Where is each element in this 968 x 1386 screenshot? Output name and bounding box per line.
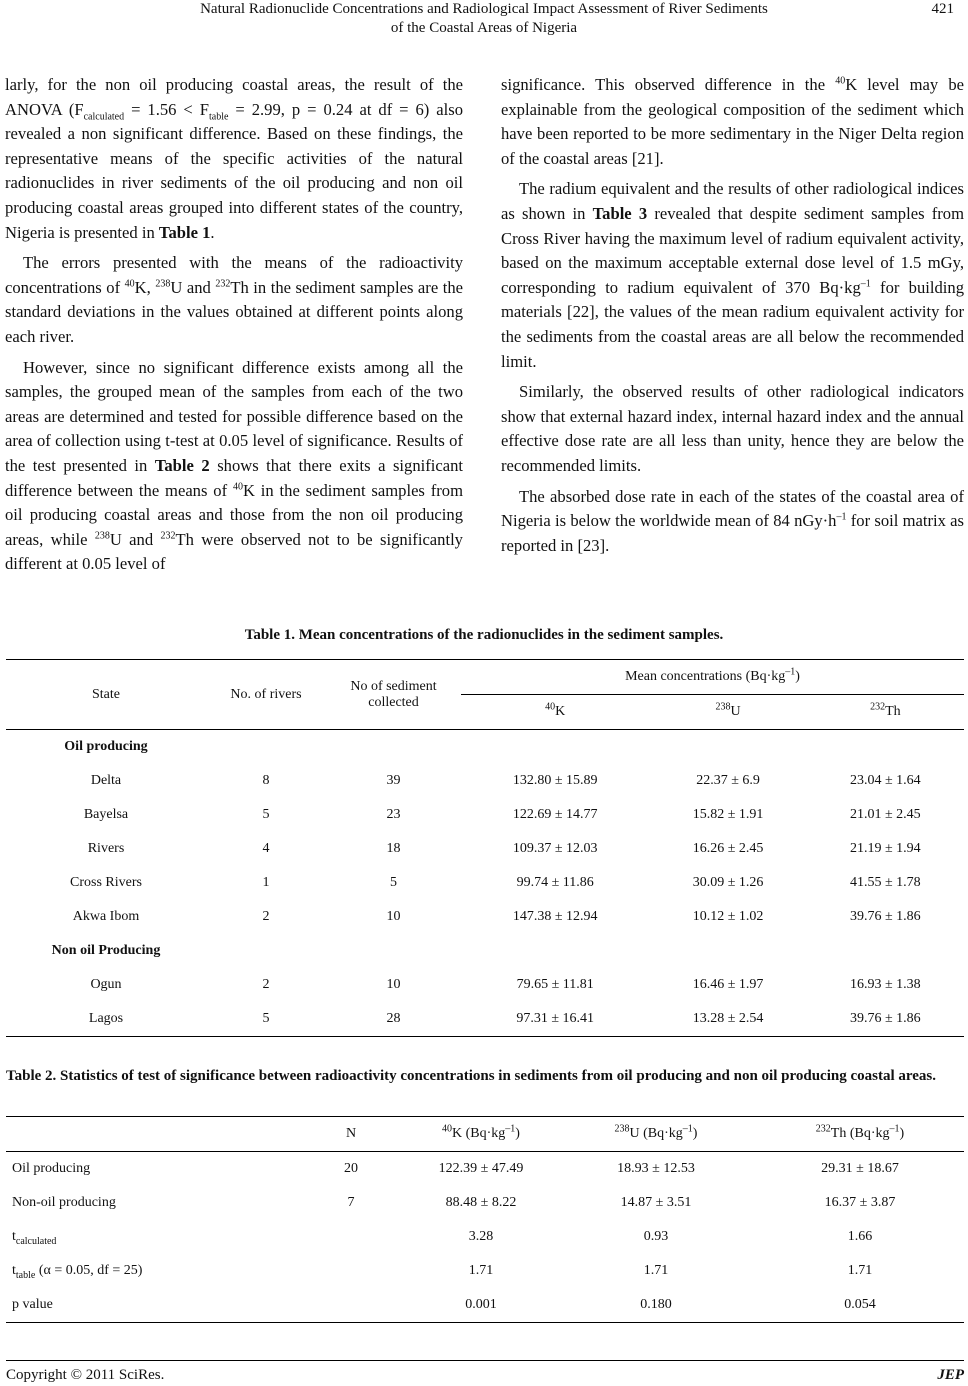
table-cell: 20 — [344, 1161, 358, 1176]
table-row — [6, 1186, 964, 1220]
running-title: Natural Radionuclide Concentrations and Radiological Impact Assessment of River Sediments — [200, 1, 768, 17]
table-cell: 132.80 ± 15.89 — [512, 773, 598, 788]
table-cell: 41.55 ± 1.78 — [850, 875, 921, 890]
table-row — [6, 1152, 964, 1187]
table-cell: 18.93 ± 12.53 — [617, 1161, 695, 1176]
table-cell: 99.74 ± 11.86 — [516, 875, 594, 890]
table-cell: 13.28 ± 2.54 — [649, 1002, 806, 1037]
row-label: $t_{table}$ (α = 0.05, df = 25) — [12, 1263, 143, 1281]
col-header-rivers: No. of rivers — [206, 660, 326, 730]
right-column — [501, 73, 964, 564]
row-label: Oil producing — [12, 1161, 91, 1176]
col-header-u238: $^{238}$U — [649, 695, 806, 730]
table-cell — [296, 1254, 406, 1288]
table-cell: 23.04 ± 1.64 — [850, 773, 921, 788]
table-cell: 1.71 — [468, 1263, 494, 1278]
page-number: 421 — [931, 1, 954, 17]
table-cell: 29.31 ± 18.67 — [821, 1161, 899, 1176]
table-cell: 39 — [386, 773, 401, 788]
table-cell: 16.37 ± 3.87 — [824, 1195, 896, 1210]
copyright: Copyright © 2011 SciRes. — [6, 1367, 165, 1383]
table-cell: 79.65 ± 11.81 — [516, 977, 594, 992]
table-cell: 7 — [347, 1195, 355, 1210]
table-cell: 39.76 ± 1.86 — [807, 1002, 964, 1037]
table-cell — [296, 1220, 406, 1254]
table-cell: 5 — [390, 875, 397, 890]
table-cell: 39.76 ± 1.86 — [850, 909, 921, 924]
table-row — [6, 1220, 964, 1254]
table-row — [6, 1254, 964, 1288]
row-label: Non-oil producing — [12, 1195, 116, 1210]
table-row — [6, 1002, 964, 1037]
page-footer — [6, 1360, 964, 1383]
table-cell: Bayelsa — [83, 807, 129, 822]
paragraph: However, since no significant difference exists among all the samples, the grouped mean of the samples from each of the two areas are determined and tested for possible difference based on the area of collection using t-test at 0.05 level of significance. Results of the test presented in Table 2 shows that there exits a significant difference between the means of $^{40}$K in the sediment samples from oil producing coastal areas and those from the non oil producing areas, while $^{238}$U and $^{232}$Th were observed not to be significantly different at 0.05 level of — [5, 357, 463, 574]
table-cell: 1.66 — [847, 1229, 873, 1244]
table-cell: 0.180 — [556, 1288, 756, 1323]
table-cell: 0.001 — [406, 1288, 556, 1323]
table-cell: 1.71 — [847, 1263, 873, 1278]
table-cell: 30.09 ± 1.26 — [692, 875, 764, 890]
table-row — [6, 764, 964, 798]
table-cell: Delta — [90, 773, 122, 788]
row-label: $t_{calculated}$ — [12, 1229, 57, 1247]
table2 — [6, 1116, 964, 1323]
table-cell: 15.82 ± 1.91 — [692, 807, 764, 822]
paragraph: The errors presented with the means of the radioactivity concentrations of $^{40}$K, $^{238}$U and $^{232}$Th in the sediment samples are the standard deviations in the values obtained at different points along each river. — [5, 253, 463, 346]
table-cell: 88.48 ± 8.22 — [445, 1195, 517, 1210]
table-cell: 1 — [262, 875, 270, 890]
table-cell: 10 — [386, 909, 401, 924]
table-cell: 122.39 ± 47.49 — [438, 1161, 524, 1176]
table-cell — [296, 1288, 406, 1323]
table-row — [6, 968, 964, 1002]
table-cell: 1.71 — [643, 1263, 669, 1278]
table-cell: 2 — [262, 909, 270, 924]
table-cell: 10 — [386, 977, 401, 992]
group-label: Non oil Producing — [51, 943, 161, 958]
col-header-th232: $^{232}$Th — [807, 695, 964, 730]
table-cell: 109.37 ± 12.03 — [512, 841, 598, 856]
table-cell: 16.93 ± 1.38 — [850, 977, 921, 992]
col-header-th232: $^{232}$Th $(Bq\cdot kg^{-1})$ — [756, 1117, 964, 1152]
table-cell: 4 — [262, 841, 270, 856]
paragraph: Similarly, the observed results of other radiological indicators show that external hazard index, internal hazard index and the annual effective dose rate are all less than unity, hence they are below the recommended limits. — [501, 382, 964, 475]
table-cell: 0.93 — [643, 1229, 669, 1244]
table-cell: 16.26 ± 2.45 — [692, 841, 764, 856]
table-row — [6, 900, 964, 934]
group-label: Oil producing — [64, 739, 148, 754]
table-cell: Lagos — [6, 1002, 206, 1037]
table-row — [6, 1288, 964, 1323]
table-cell: 16.46 ± 1.97 — [692, 977, 764, 992]
col-header-u238: $^{238}$U $(Bq\cdot kg^{-1})$ — [556, 1117, 756, 1152]
journal-abbrev: JEP — [937, 1367, 964, 1383]
paragraph: significance. This observed difference in the $^{40}$K level may be explainable from the geological composition of the sediment which have been reported to be more sedimentary in the Niger Delta region of the coastal areas [21]. — [501, 75, 964, 168]
table-cell: Cross Rivers — [70, 875, 142, 890]
table-cell: Akwa Ibom — [72, 909, 140, 924]
col-header-k40: $^{40}$K — [461, 695, 649, 730]
page-header — [0, 0, 968, 44]
col-header-state: State — [6, 660, 206, 730]
table-cell: 21.19 ± 1.94 — [850, 841, 921, 856]
table-cell: Ogun — [90, 977, 122, 992]
col-header-sediment: No of sediment collected — [326, 660, 461, 730]
table-cell: 122.69 ± 14.77 — [512, 807, 598, 822]
table-row — [6, 866, 964, 900]
table-cell: 8 — [262, 773, 270, 788]
col-header-k40: $^{40}$K $(Bq\cdot kg^{-1})$ — [406, 1117, 556, 1152]
table-cell: Rivers — [87, 841, 125, 856]
table-cell: 28 — [326, 1002, 461, 1037]
col-header-n: N — [296, 1117, 406, 1152]
paragraph: The radium equivalent and the results of other radiological indices as shown in Table 3 revealed that despite sediment samples from Cross River having the maximum level of radium equivalent activity, based on the maximum acceptable external dose level of 1.5 mGy, corresponding to radium equivalent of 370 $Bq\cdot kg^{-1}$ for building materials [22], the values of the mean radium equivalent activity for the sediments from the coastal areas are all below the recommended limit. — [501, 179, 964, 371]
table1-caption: Table 1. Mean concentrations of the radionuclides in the sediment samples. — [244, 627, 724, 643]
table-cell: 5 — [206, 1002, 326, 1037]
table-cell: 0.054 — [756, 1288, 964, 1323]
row-label: p value — [6, 1288, 296, 1323]
table-cell: 23 — [386, 807, 401, 822]
table-cell: 14.87 ± 3.51 — [620, 1195, 692, 1210]
table-cell: 18 — [386, 841, 401, 856]
table-cell: 21.01 ± 2.45 — [850, 807, 921, 822]
paragraph: larly, for the non oil producing coastal areas, the result of the ANOVA ($F_{calculated} = 1.56 < F_{table} = 2.99$, p = 0.24 at df = 6) also revealed a non significant difference. Based on these findings, the representative means of the specific activities of the natural radionuclides in river sediments of the oil producing and non oil producing coastal areas grouped into different states of the country, Nigeria is presented in Table 1. — [5, 75, 464, 242]
table-cell: 97.31 ± 16.41 — [461, 1002, 649, 1037]
table-row — [6, 798, 964, 832]
paragraph: The absorbed dose rate in each of the states of the coastal area of Nigeria is below the worldwide mean of 84 $nGy\cdot h^{-1}$ for soil matrix as reported in [23]. — [501, 486, 964, 555]
table-row — [6, 832, 964, 866]
table-cell: 10.12 ± 1.02 — [692, 909, 764, 924]
table-cell: 2 — [262, 977, 270, 992]
left-column — [5, 73, 463, 583]
table-cell: 22.37 ± 6.9 — [696, 773, 760, 788]
col-header-mean: Mean concentrations $(Bq\cdot kg^{-1})$ — [461, 660, 964, 695]
table1 — [6, 659, 964, 1037]
table-cell: 5 — [262, 807, 270, 822]
running-title-line2: of the Coastal Areas of Nigeria — [390, 20, 578, 36]
table2-caption: Table 2. Statistics of test of significance between radioactivity concentrations in sediments from oil producing and non oil producing coastal areas. — [6, 1068, 937, 1084]
table-cell: 3.28 — [468, 1229, 494, 1244]
table-cell: 147.38 ± 12.94 — [512, 909, 598, 924]
